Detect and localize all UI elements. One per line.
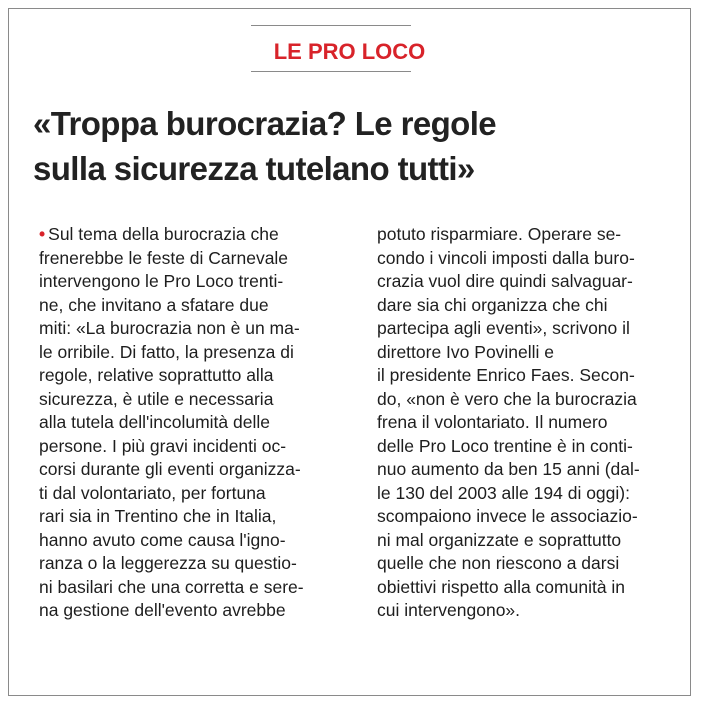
text-line	[39, 223, 344, 247]
text-line-content: quelle che non riescono a darsi	[377, 553, 620, 573]
text-line	[377, 458, 682, 482]
text-line	[39, 599, 344, 623]
text-line	[39, 505, 344, 529]
text-line	[377, 341, 682, 365]
text-line-content: sicurezza, è utile e necessaria	[39, 388, 274, 409]
text-line	[377, 411, 682, 435]
text-line-content: intervengono le Pro Loco trenti-	[39, 271, 284, 291]
text-line	[377, 317, 682, 341]
text-line-content: nuo aumento da ben 15 anni (dal-	[377, 459, 640, 479]
text-line-content: frena il volontariato. Il numero	[377, 412, 608, 432]
article-frame	[8, 8, 691, 696]
text-line-content: ne, che invitano a sfatare due	[39, 294, 269, 315]
text-line-content: potuto risparmiare. Operare se-	[377, 224, 622, 244]
text-line-content: il presidente Enrico Faes. Secon-	[377, 365, 635, 385]
text-line-content: hanno avuto come causa l'igno-	[39, 529, 286, 550]
text-line	[377, 505, 682, 529]
text-line-content: le orribile. Di fatto, la presenza di	[39, 341, 294, 362]
text-line-content: alla tutela dell'incolumità delle	[39, 412, 270, 432]
text-line	[39, 458, 344, 482]
text-line	[39, 247, 344, 271]
text-line	[39, 482, 344, 506]
text-line-content: frenerebbe le feste di Carnevale	[39, 247, 289, 268]
text-line-content: ranza o la leggerezza su questio-	[39, 553, 297, 573]
text-line	[39, 435, 344, 459]
text-line	[377, 364, 682, 388]
text-line-content: cui intervengono».	[377, 600, 521, 620]
text-line	[377, 576, 682, 600]
text-line-content: obiettivi rispetto alla comunità in	[377, 576, 626, 597]
text-line	[39, 552, 344, 576]
text-line-content: ni mal organizzate e soprattutto	[377, 529, 622, 550]
text-line-content: le 130 del 2003 alle 194 di oggi):	[377, 482, 630, 503]
text-line-content: ti dal volontariato, per fortuna	[39, 482, 266, 503]
headline-line-2: sulla sicurezza tutelano tutti»	[33, 150, 475, 187]
text-line	[377, 435, 682, 459]
text-line-content: regole, relative soprattutto alla	[39, 365, 274, 385]
text-line	[377, 388, 682, 412]
text-line	[39, 388, 344, 412]
text-line	[377, 270, 682, 294]
text-line-content: do, «non è vero che la burocrazia	[377, 388, 637, 409]
text-line	[377, 552, 682, 576]
article-column-left	[39, 223, 344, 623]
text-line	[39, 529, 344, 553]
text-line	[377, 223, 682, 247]
article-column-right	[377, 223, 682, 623]
text-line-content: direttore Ivo Povinelli e	[377, 341, 555, 362]
text-line	[39, 341, 344, 365]
top-rule	[251, 25, 411, 26]
text-line	[377, 599, 682, 623]
section-label: LE PRO LOCO	[273, 39, 426, 64]
text-line-content: rari sia in Trentino che in Italia,	[39, 506, 277, 526]
text-line	[39, 270, 344, 294]
text-line	[377, 529, 682, 553]
text-line-content: persone. I più gravi incidenti oc-	[39, 435, 287, 456]
text-line	[377, 247, 682, 271]
text-line-content: corsi durante gli eventi organizza-	[39, 459, 301, 479]
text-line-content: dare sia chi organizza che chi	[377, 294, 608, 315]
headline-line-1: «Troppa burocrazia? Le regole	[33, 105, 497, 142]
text-line-content: condo i vincoli imposti dalla buro-	[377, 247, 635, 268]
text-line-content: ni basilari che una corretta e sere-	[39, 576, 304, 597]
text-line-content: crazia vuol dire quindi salvaguar-	[377, 271, 633, 291]
text-line	[39, 576, 344, 600]
text-line	[39, 294, 344, 318]
text-line-content: delle Pro Loco trentine è in conti-	[377, 435, 633, 456]
headline	[33, 101, 673, 191]
text-line-content: na gestione dell'evento avrebbe	[39, 600, 286, 620]
text-line-content: scompaiono invece le associazio-	[377, 506, 638, 526]
text-line	[377, 294, 682, 318]
bottom-rule	[251, 71, 411, 72]
text-line	[39, 364, 344, 388]
bullet-marker: •	[39, 224, 46, 244]
text-line-content: partecipa agli eventi», scrivono il	[377, 318, 630, 338]
text-line	[39, 411, 344, 435]
text-line	[377, 482, 682, 506]
text-line	[39, 317, 344, 341]
text-line-content: miti: «La burocrazia non è un ma-	[39, 318, 300, 338]
text-line-content: Sul tema della burocrazia che	[48, 224, 279, 244]
